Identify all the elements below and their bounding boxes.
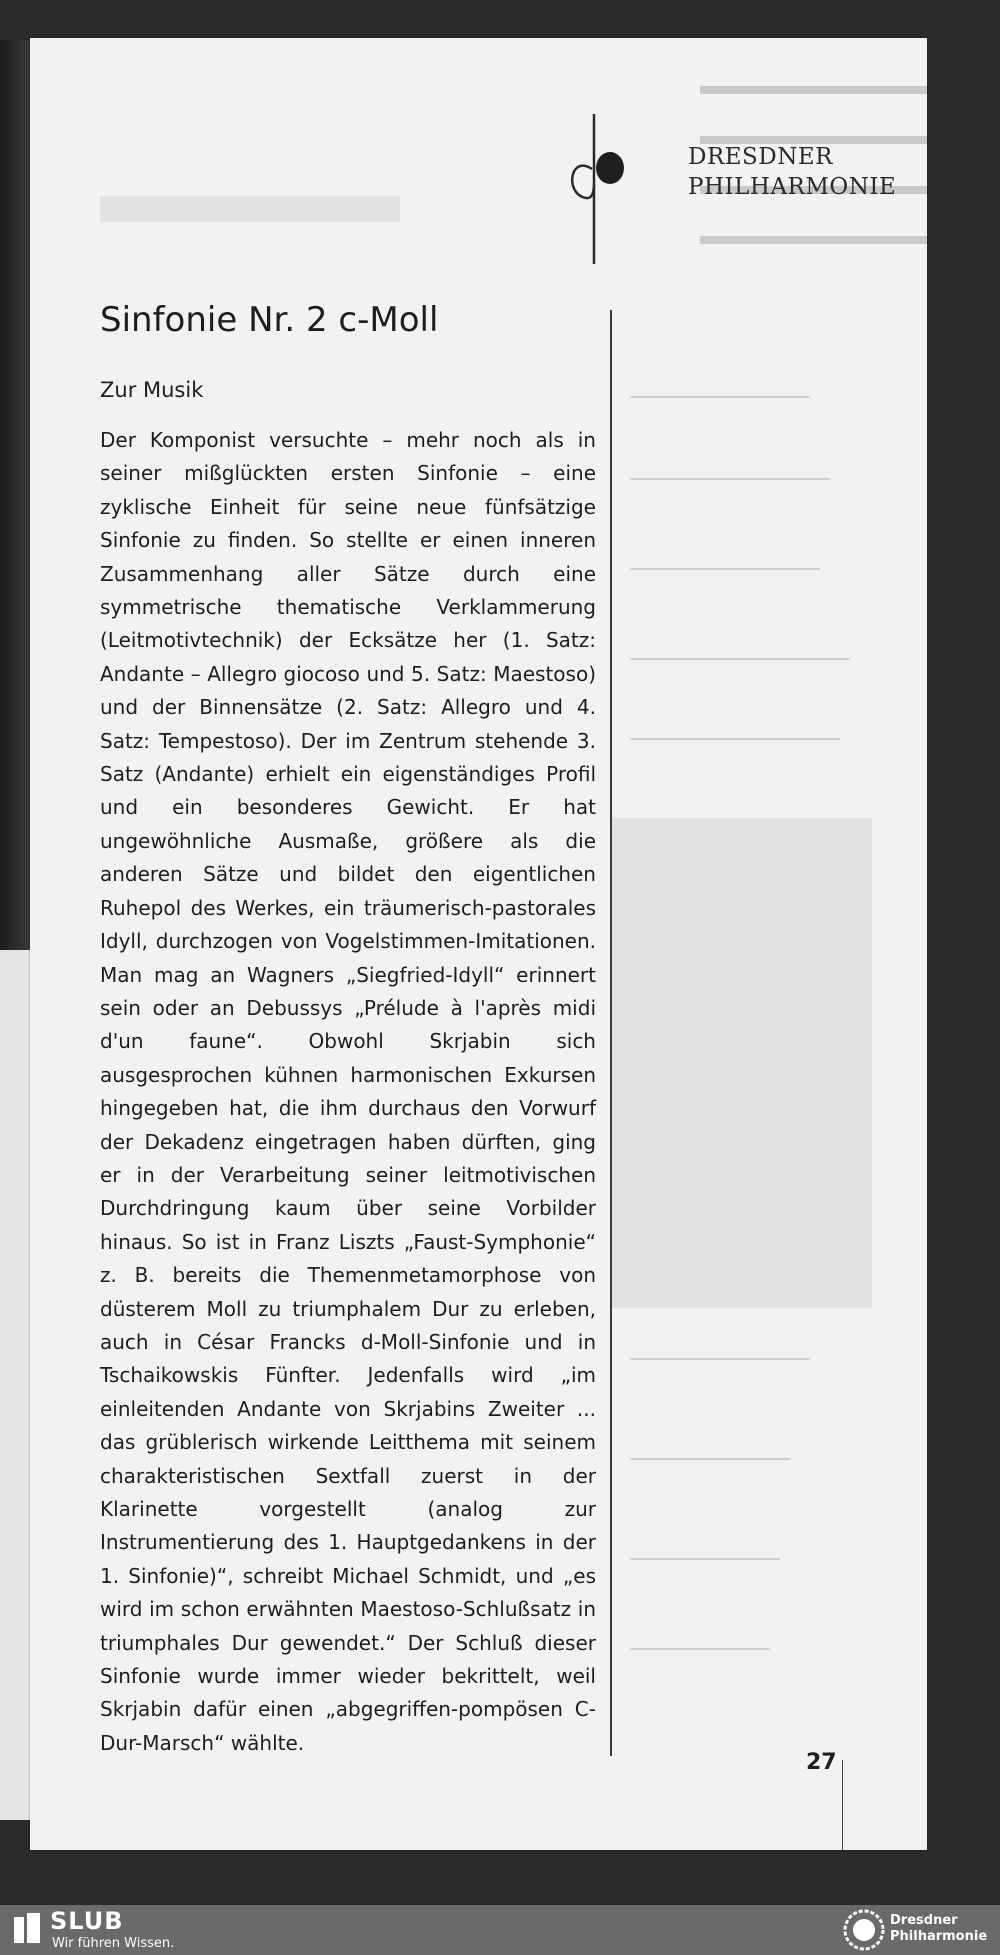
partner-name bbox=[890, 1913, 987, 1945]
bleed-through-line bbox=[630, 658, 850, 660]
partner-name-line-1: Dresdner bbox=[890, 1913, 958, 1928]
bleed-through-line bbox=[630, 1458, 790, 1460]
philharmonie-logo-text bbox=[688, 142, 896, 202]
slub-name: SLUB bbox=[50, 1907, 124, 1935]
slub-slogan: Wir führen Wissen. bbox=[52, 1936, 175, 1951]
bleed-through-line bbox=[630, 568, 820, 570]
dresdner-philharmonie-mark-icon bbox=[566, 74, 686, 264]
page-number: 27 bbox=[806, 1750, 837, 1775]
bleed-through-line bbox=[630, 1648, 770, 1650]
scan-border-left-lower bbox=[0, 950, 30, 1820]
bleed-through-line bbox=[630, 396, 810, 398]
article-body: Der Komponist versuchte – mehr noch als in seiner mißglückten ersten Sinfonie – eine zyklische Einheit für seine neue fünfsätzige Sinfonie zu finden. So stellte er einen inneren Zusammenhang aller Sätze durch eine symmetrische thematische Verklammerung (Leitmotivtechnik) der Ecksätze her (1. Satz: Andante – Allegro giocoso und 5. Satz: Maestoso) und der Binnensätze (2. Satz: Allegro und 4. Satz: Tempestoso). Der im Zentrum stehende 3. Satz (Andante) erhielt ein eigenständiges Profil und ein besonderes Gewicht. Er hat ungewöhnliche Ausmaße, größere als die anderen Sätze und bildet den eigentlichen Ruhepol des Werkes, ein träumerisch-pastorales Idyll, durchzogen von Vogelstimmen-Imitationen. Man mag an Wagners „Siegfried-Idyll“ erinnert sein oder an Debussys „Prélude à l'après midi d'un faune“. Obwohl Skrjabin sich ausgesprochen kühnen harmonischen Exkursen hingegeben hat, die ihm durchaus den Vorwurf der Dekadenz eingetragen haben dürften, ging er in der Verarbeitung seiner leitmotivischen Durchdringung kaum über seine Vorbilder hinaus. So ist in Franz Liszts „Faust-Symphonie“ z. B. bereits die Themenmetamorphose von düsterem Moll zu triumphalem Dur zu erleben, auch in César Francks d-Moll-Sinfonie und in Tschaikowskis Fünfter. Jedenfalls wird „im einleitenden Andante von Skrjabins Zweiter ... das grüblerisch wirkende Leitthema mit seinem charakteristischen Sextfall zuerst in der Klarinette vorgestellt (analog zur Instrumentierung des 1. Hauptgedankens in der 1. Sinfonie)“, schreibt Michael Schmidt, und „es wird im schon erwähnten Maestoso-Schlußsatz in triumphales Dur gewendet.“ Der Schluß dieser Sinfonie wurde immer wieder bekrittelt, weil Skrjabin dafür einen „abgegriffen-pompösen C-Dur-Marsch“ wählte. bbox=[100, 428, 596, 1755]
dresdner-philharmonie-logo-icon bbox=[842, 1908, 886, 1952]
bleed-through-heading bbox=[100, 196, 400, 222]
article-title: Sinfonie Nr. 2 c-Moll bbox=[100, 300, 439, 340]
slub-footer-bar bbox=[0, 1905, 1000, 1955]
footer-divider bbox=[842, 1760, 843, 1850]
bleed-through-photo bbox=[610, 818, 872, 1308]
bleed-through-line bbox=[630, 738, 840, 740]
bleed-through-line bbox=[630, 478, 830, 480]
scan-border-left bbox=[0, 40, 30, 950]
slub-logo-icon bbox=[12, 1911, 44, 1947]
logo-line-1: DRESDNER bbox=[688, 144, 833, 170]
column-divider bbox=[610, 310, 612, 1756]
partner-name-line-2: Philharmonie bbox=[890, 1929, 988, 1944]
scanned-page bbox=[30, 38, 927, 1850]
logo-line-2: PHILHARMONIE bbox=[688, 174, 897, 200]
bleed-through-line bbox=[630, 1558, 780, 1560]
article-subtitle: Zur Musik bbox=[100, 378, 204, 402]
philharmonie-logo bbox=[566, 74, 897, 264]
bleed-through-line bbox=[630, 1358, 810, 1360]
